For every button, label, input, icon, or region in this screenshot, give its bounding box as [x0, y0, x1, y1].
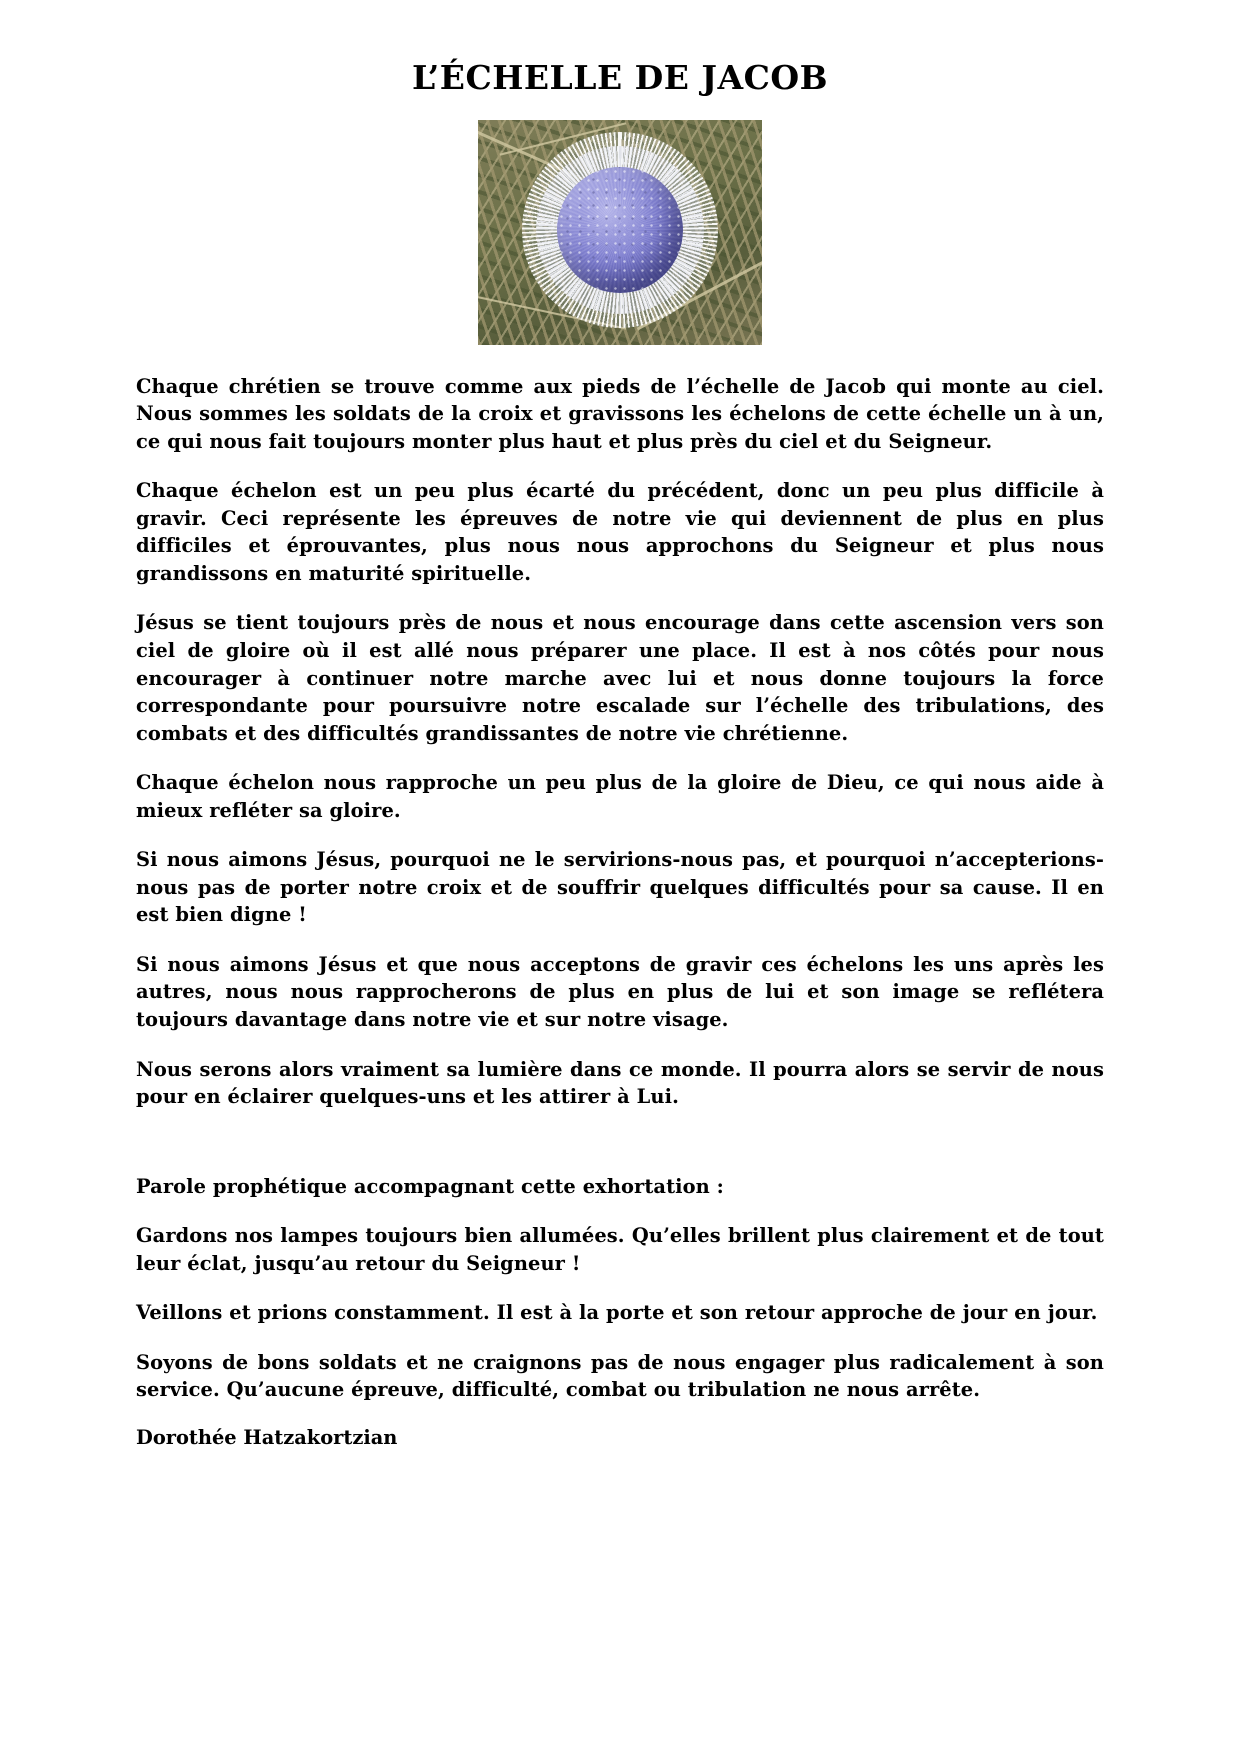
paragraph: Chaque échelon nous rapproche un peu plus de la gloire de Dieu, ce qui nous aide à mieux refléter sa gloire.: [136, 771, 1104, 822]
author-signature: Dorothée Hatzakortzian: [136, 1425, 398, 1449]
thistle-globe: [557, 167, 683, 293]
thistle-florets: [557, 167, 683, 293]
figure-container: [136, 120, 1104, 345]
prophecy-paragraph: Veillons et prions constamment. Il est à la porte et son retour approche de jour en jour.: [136, 1301, 1098, 1325]
paragraph: Chaque échelon est un peu plus écarté du précédent, donc un peu plus difficile à gravir. Ceci représente les épreuves de notre vie qui deviennent de plus en plus difficiles et éprouvantes, plus nous nous approchons du Seigneur et plus nous grandissons en maturité spirituelle.: [136, 479, 1104, 585]
thistle-photo: [478, 120, 762, 345]
prophecy-heading: Parole prophétique accompagnant cette exhortation :: [136, 1174, 724, 1198]
thistle-flower: [522, 132, 718, 328]
section-spacer: [136, 1133, 1104, 1173]
prophecy-paragraph: Soyons de bons soldats et ne craignons pas de nous engager plus radicalement à son service. Qu’aucune épreuve, difficulté, combat ou tribulation ne nous arrête.: [136, 1350, 1104, 1402]
paragraph: Jésus se tient toujours près de nous et nous encourage dans cette ascension vers son ciel de gloire où il est allé nous préparer une place. Il est à nos côtés pour nous encourager à continuer notre marche avec lui et nous donne toujours la force correspondante pour poursuivre notre escalade sur l’échelle des tribulations, des combats et des difficultés grandissantes de notre vie chrétienne.: [136, 611, 1104, 745]
prophecy-paragraph: Gardons nos lampes toujours bien allumées. Qu’elles brillent plus clairement et de tout leur éclat, jusqu’au retour du Seigneur !: [136, 1224, 1104, 1275]
page-title: L’ÉCHELLE DE JACOB: [412, 58, 828, 97]
paragraph: Si nous aimons Jésus, pourquoi ne le servirions-nous pas, et pourquoi n’accepterions-nous pas de porter notre croix et de souffrir quelques difficultés pour sa cause. Il en est bien digne !: [136, 848, 1104, 927]
paragraph: Chaque chrétien se trouve comme aux pieds de l’échelle de Jacob qui monte au ciel. Nous sommes les soldats de la croix et gravissons les échelons de cette échelle un à un, ce qui nous fait toujours monter plus haut et plus près du ciel et du Seigneur.: [136, 374, 1104, 453]
paragraph: Nous serons alors vraiment sa lumière dans ce monde. Il pourra alors se servir de nous pour en éclairer quelques-uns et les attirer à Lui.: [136, 1057, 1104, 1109]
document-body: [136, 373, 1104, 1449]
paragraph: Si nous aimons Jésus et que nous acceptons de gravir ces échelons les uns après les autres, nous nous rapprocherons de plus en plus de lui et son image se reflétera toujours davantage dans notre vie et sur notre visage.: [136, 952, 1104, 1031]
